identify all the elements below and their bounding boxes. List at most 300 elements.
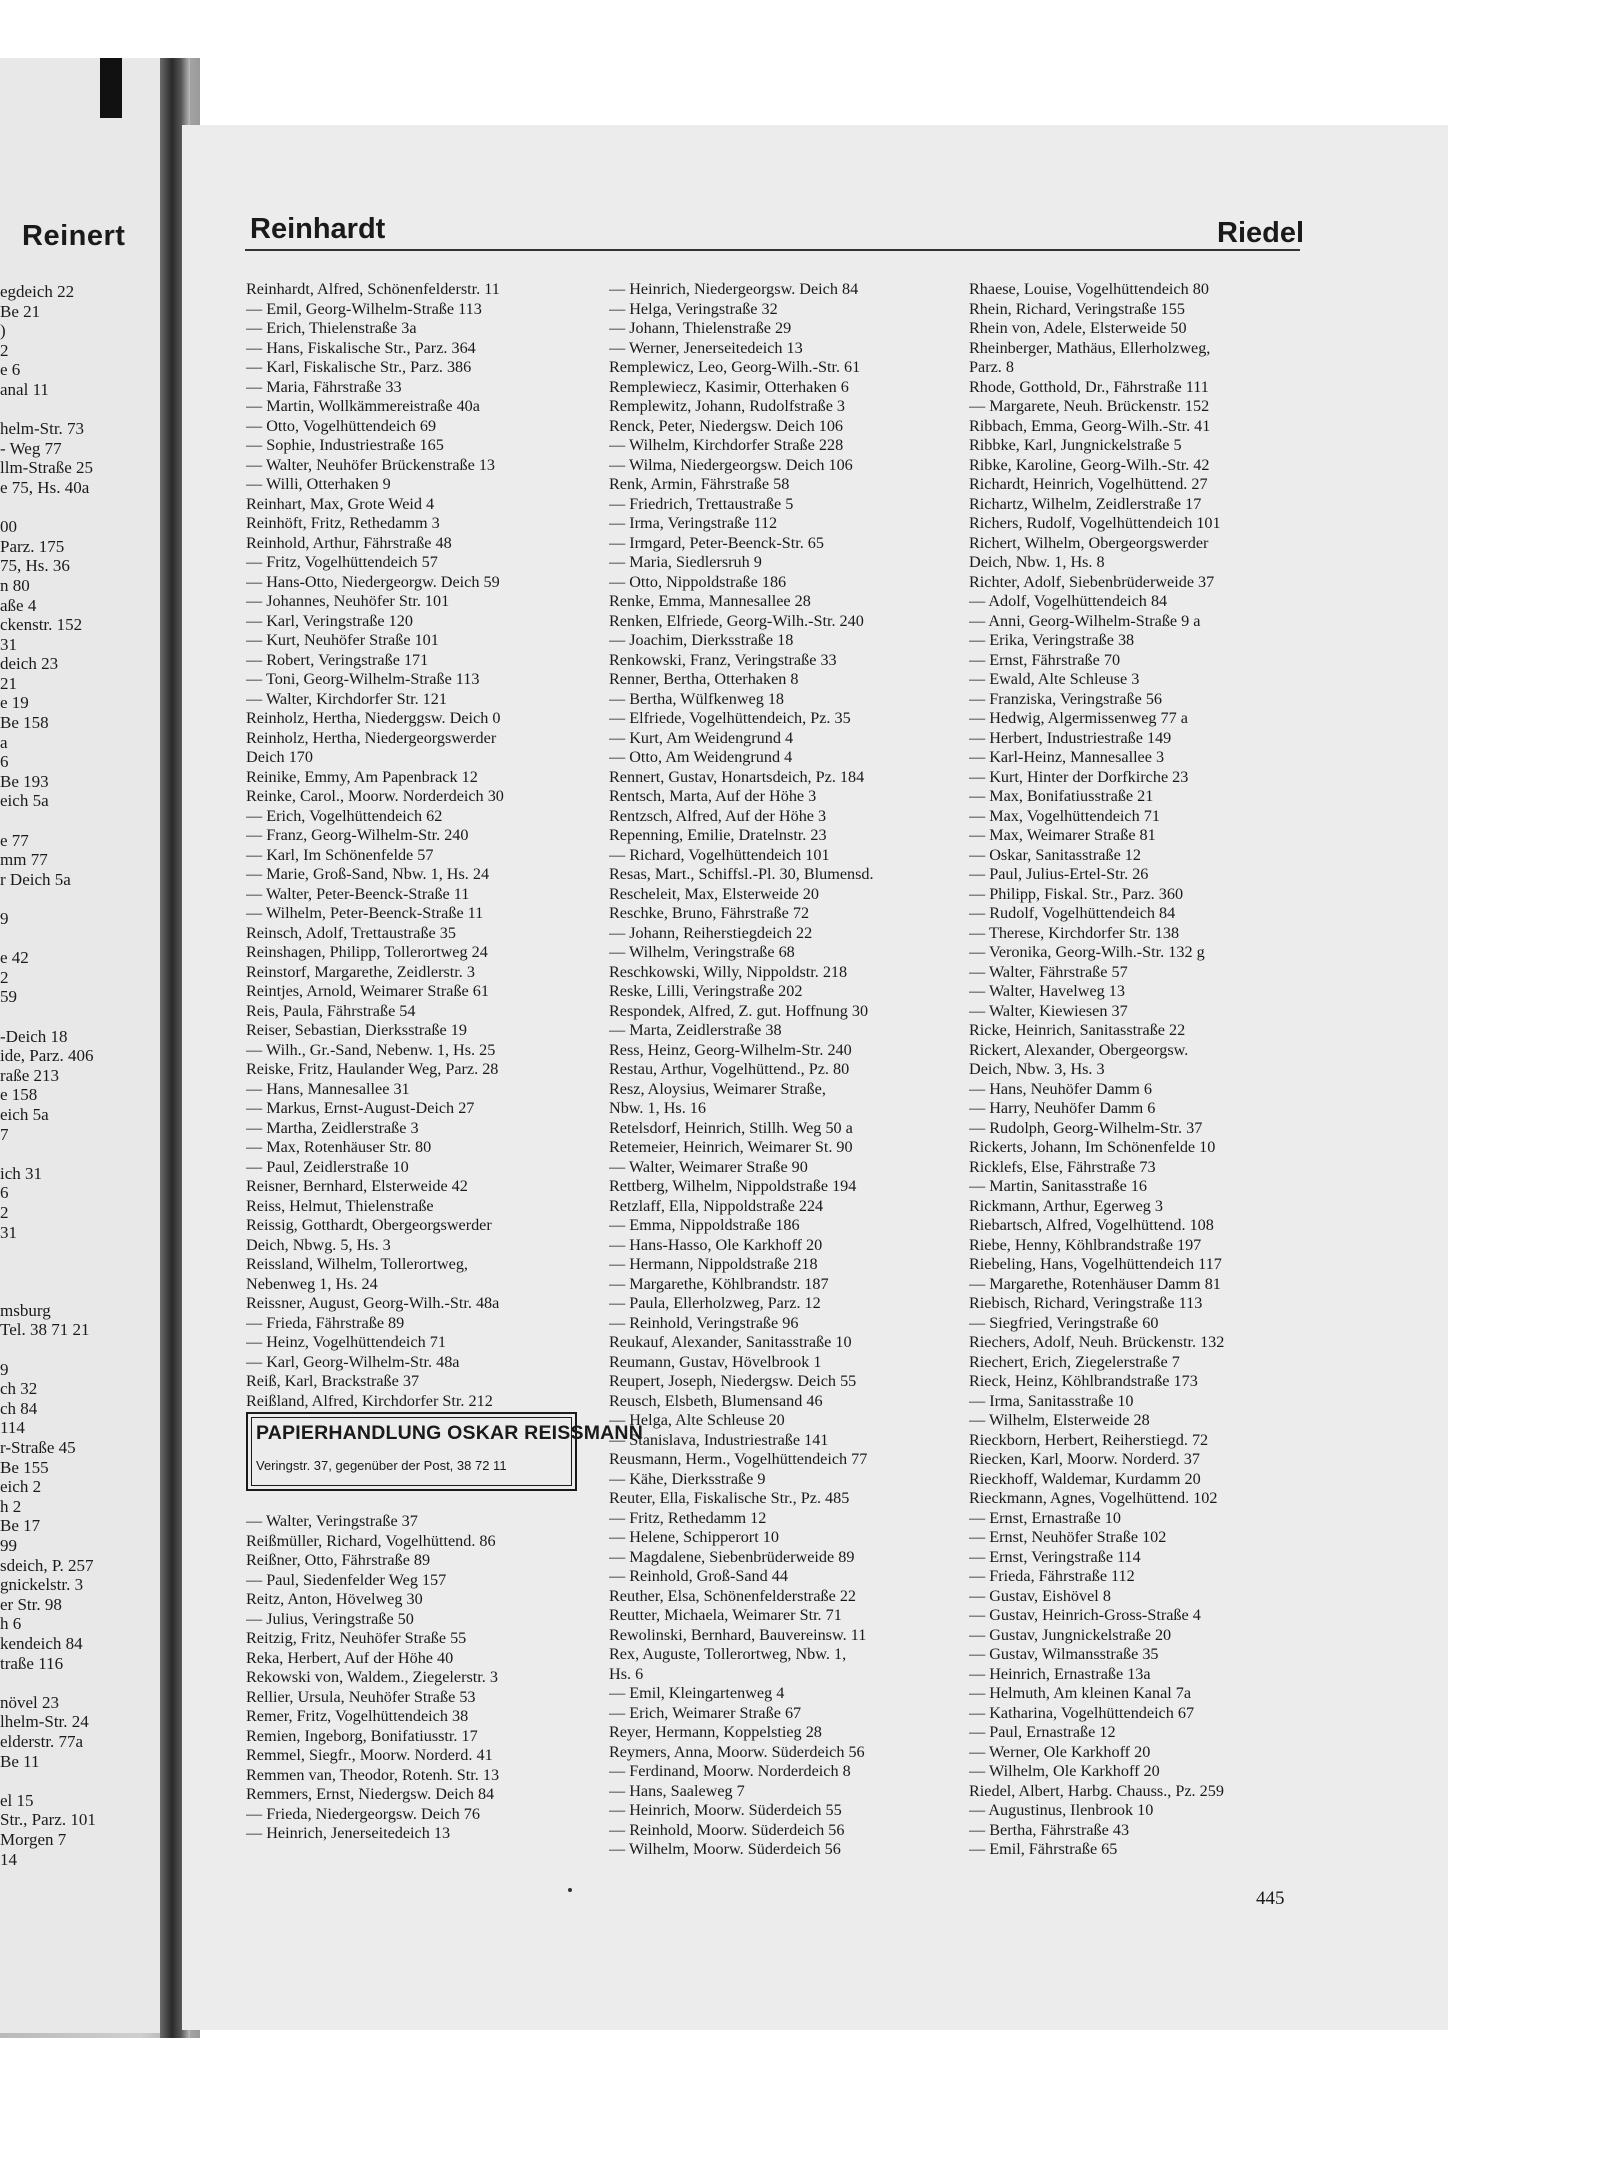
directory-entry: Reinholz, Hertha, Niedergeorgswerder — [246, 728, 497, 747]
directory-entry: — Karl-Heinz, Mannesallee 3 — [969, 748, 1165, 766]
directory-entry: — Adolf, Vogelhüttendeich 84 — [969, 592, 1168, 610]
directory-entry: — Erika, Veringstraße 38 — [969, 631, 1135, 649]
directory-entry: — Reinhold, Moorw. Süderdeich 56 — [609, 1820, 845, 1839]
left-page-line: -Deich 18 — [0, 1026, 68, 1046]
directory-entry: — Rudolph, Georg-Wilhelm-Str. 37 — [969, 1118, 1203, 1137]
directory-entry: Rekowski von, Waldem., Ziegelerstr. 3 — [246, 1668, 498, 1686]
directory-entry: Richartz, Wilhelm, Zeidlerstraße 17 — [969, 494, 1202, 513]
directory-entry: Reinstorf, Margarethe, Zeidlerstr. 3 — [246, 962, 475, 981]
directory-entry: Ribbke, Karl, Jungnickelstraße 5 — [969, 436, 1182, 454]
left-page-line: helm-Str. 73 — [0, 419, 85, 439]
left-page-line — [0, 1771, 96, 1791]
left-page-line: eich 5a — [0, 1104, 49, 1124]
directory-entry: — Karl, Fiskalische Str., Parz. 386 — [246, 358, 472, 376]
directory-entry: Retemeier, Heinrich, Weimarer St. 90 — [609, 1138, 853, 1156]
directory-entry: — Erich, Thielenstraße 3a — [246, 319, 417, 337]
directory-entry: — Franz, Georg-Wilhelm-Str. 240 — [246, 826, 469, 844]
directory-entry: — Wilhelm, Veringstraße 68 — [609, 943, 795, 961]
directory-entry: Reisner, Bernhard, Elsterweide 42 — [246, 1177, 468, 1195]
directory-entry: — Richard, Vogelhüttendeich 101 — [609, 845, 830, 864]
directory-entry: Rettberg, Wilhelm, Nippoldstraße 194 — [609, 1177, 857, 1195]
left-page-line: 2 — [0, 967, 9, 987]
advertisement-box — [246, 1412, 643, 1491]
left-page-line — [0, 1673, 96, 1693]
directory-entry: Ribke, Karoline, Georg-Wilh.-Str. 42 — [969, 455, 1210, 474]
directory-entry: Reupert, Joseph, Niedergsw. Deich 55 — [609, 1372, 857, 1390]
directory-entry: Richers, Rudolf, Vogelhüttendeich 101 — [969, 514, 1221, 532]
directory-entry: Reinke, Carol., Moorw. Norderdeich 30 — [246, 787, 504, 805]
left-page-line — [0, 498, 96, 518]
directory-entry: Remplewiecz, Kasimir, Otterhaken 6 — [609, 377, 849, 396]
directory-entry: — Gustav, Eishövel 8 — [969, 1586, 1111, 1605]
directory-entry: Riebeling, Hans, Vogelhüttendeich 117 — [969, 1255, 1222, 1273]
left-page-line: ) — [0, 321, 6, 341]
directory-entry: Renk, Armin, Fährstraße 58 — [609, 475, 790, 493]
directory-entry: — Fritz, Rethedamm 12 — [609, 1508, 767, 1527]
directory-entry: — Margarete, Neuh. Brückenstr. 152 — [969, 397, 1210, 415]
directory-entry: — Therese, Kirchdorfer Str. 138 — [969, 923, 1180, 942]
directory-entry: Deich, Nbw. 3, Hs. 3 — [969, 1060, 1105, 1078]
directory-entry: Reske, Lilli, Veringstraße 202 — [609, 982, 803, 1000]
directory-entry: — Walter, Peter-Beenck-Straße 11 — [246, 884, 470, 903]
left-page-line: eich 2 — [0, 1477, 42, 1497]
directory-entry: Reiss, Helmut, Thielenstraße — [246, 1196, 434, 1215]
directory-entry: — Ernst, Ernastraße 10 — [969, 1508, 1121, 1527]
directory-entry: Rhaese, Louise, Vogelhüttendeich 80 — [969, 280, 1209, 298]
directory-entry: — Heinrich, Jenerseitedeich 13 — [246, 1824, 451, 1842]
left-page-line: Morgen 7 — [0, 1829, 67, 1849]
left-page-line: e 6 — [0, 360, 21, 380]
directory-entry: — Maria, Fährstraße 33 — [246, 377, 402, 396]
directory-entry: — Otto, Nippoldstraße 186 — [609, 572, 787, 591]
left-page-line: ckenstr. 152 — [0, 615, 83, 635]
directory-entry: — Harry, Neuhöfer Damm 6 — [969, 1099, 1156, 1117]
left-page-line: Str., Parz. 101 — [0, 1810, 96, 1830]
left-page-line — [0, 1144, 96, 1164]
directory-entry: — Walter, Kirchdorfer Str. 121 — [246, 689, 447, 708]
directory-entry: Retzlaff, Ella, Nippoldstraße 224 — [609, 1196, 824, 1215]
directory-entry: — Karl, Georg-Wilhelm-Str. 48a — [246, 1352, 460, 1371]
directory-entry: — Martha, Zeidlerstraße 3 — [246, 1118, 419, 1137]
directory-entry: — Paul, Ernastraße 12 — [969, 1723, 1116, 1741]
directory-entry: Riebartsch, Alfred, Vogelhüttend. 108 — [969, 1216, 1214, 1234]
directory-entry: Remien, Ingeborg, Bonifatiusstr. 17 — [246, 1726, 478, 1745]
directory-entry: — Walter, Havelweg 13 — [969, 982, 1125, 1000]
directory-entry: — Robert, Veringstraße 171 — [246, 650, 429, 669]
directory-entry: Reissig, Gotthardt, Obergeorgswerder — [246, 1216, 492, 1234]
directory-entry: Remmel, Siegfr., Moorw. Norderd. 41 — [246, 1746, 493, 1764]
directory-entry: Renner, Bertha, Otterhaken 8 — [609, 670, 799, 688]
left-page-line: 2 — [0, 340, 9, 360]
directory-entry: Rickert, Alexander, Obergeorgsw. — [969, 1040, 1189, 1059]
left-page-line: gnickelstr. 3 — [0, 1575, 84, 1595]
directory-entry: Reutter, Michaela, Weimarer Str. 71 — [609, 1606, 842, 1624]
left-page-line — [0, 400, 96, 420]
left-page-line: 9 — [0, 909, 9, 928]
directory-entry: — Paul, Julius-Ertel-Str. 26 — [969, 865, 1149, 883]
print-speck — [568, 1888, 572, 1892]
left-page-line: 7 — [0, 1124, 9, 1144]
directory-entry: — Markus, Ernst-August-Deich 27 — [246, 1099, 475, 1117]
directory-entry: Nbw. 1, Hs. 16 — [609, 1099, 706, 1117]
directory-entry: — Heinrich, Moorw. Süderdeich 55 — [609, 1801, 842, 1819]
left-page-line: Be 21 — [0, 301, 41, 321]
left-page-line: raße 213 — [0, 1065, 60, 1085]
directory-entry: — Joachim, Dierksstraße 18 — [609, 631, 794, 649]
directory-entry: Nebenweg 1, Hs. 24 — [246, 1274, 378, 1293]
directory-entry: Reinhold, Arthur, Fährstraße 48 — [246, 533, 452, 552]
directory-entry: Reißland, Alfred, Kirchdorfer Str. 212 — [246, 1391, 493, 1410]
directory-entry: Rentsch, Marta, Auf der Höhe 3 — [609, 787, 817, 805]
directory-entry: — Reinhold, Groß-Sand 44 — [609, 1567, 788, 1585]
directory-entry: Reyer, Hermann, Koppelstieg 28 — [609, 1723, 822, 1741]
directory-entry: — Johannes, Neuhöfer Str. 101 — [246, 592, 450, 610]
left-page-line: növel 23 — [0, 1692, 60, 1712]
directory-entry: — Gustav, Jungnickelstraße 20 — [969, 1625, 1172, 1644]
directory-entry: Rewolinski, Bernhard, Bauvereinsw. 11 — [609, 1625, 867, 1644]
directory-entry: — Frieda, Fährstraße 112 — [969, 1567, 1135, 1585]
directory-entry: — Sophie, Industriestraße 165 — [246, 436, 444, 454]
directory-entry: Rhein, Richard, Veringstraße 155 — [969, 299, 1185, 318]
directory-entry: — Wilhelm, Moorw. Süderdeich 56 — [609, 1840, 841, 1858]
directory-entry: — Erich, Vogelhüttendeich 62 — [246, 806, 443, 825]
directory-entry: Renkowski, Franz, Veringstraße 33 — [609, 650, 837, 669]
directory-column-3 — [969, 280, 1304, 1860]
directory-entry: Deich 170 — [246, 748, 313, 766]
directory-entry: — Irma, Veringstraße 112 — [609, 514, 778, 532]
directory-entry: — Anni, Georg-Wilhelm-Straße 9 a — [969, 611, 1201, 630]
directory-entry: — Heinrich, Niedergeorgsw. Deich 84 — [609, 280, 859, 298]
directory-entry: — Paul, Siedenfelder Weg 157 — [246, 1570, 447, 1589]
left-page-line: 114 — [0, 1418, 25, 1438]
directory-entry: Riechers, Adolf, Neuh. Brückenstr. 132 — [969, 1333, 1225, 1351]
directory-entry: — Max, Vogelhüttendeich 71 — [969, 806, 1160, 825]
left-page-line: Be 17 — [0, 1516, 41, 1536]
left-page-line: kendeich 84 — [0, 1633, 83, 1653]
directory-entry: — Hedwig, Algermissenweg 77 a — [969, 709, 1188, 727]
directory-entry: Reinike, Emmy, Am Papenbrack 12 — [246, 767, 478, 786]
directory-entry: — Hans, Saaleweg 7 — [609, 1781, 745, 1800]
left-page-line: elderstr. 77a — [0, 1731, 84, 1751]
left-page-line: Parz. 175 — [0, 536, 65, 556]
directory-entry: Reka, Herbert, Auf der Höhe 40 — [246, 1648, 454, 1667]
directory-entry: — Heinrich, Ernastraße 13a — [969, 1664, 1151, 1683]
left-page-line: mm 77 — [0, 850, 48, 870]
left-page-line: Be 158 — [0, 713, 49, 733]
directory-entry: — Wilhelm, Kirchdorfer Straße 228 — [609, 436, 844, 454]
directory-entry: — Toni, Georg-Wilhelm-Straße 113 — [246, 670, 480, 688]
directory-entry: — Helga, Veringstraße 32 — [609, 299, 778, 318]
directory-entry: Reymers, Anna, Moorw. Süderdeich 56 — [609, 1742, 865, 1761]
directory-entry: — Ferdinand, Moorw. Norderdeich 8 — [609, 1762, 851, 1780]
directory-entry: Ribbach, Emma, Georg-Wilh.-Str. 41 — [969, 416, 1211, 435]
directory-entry: — Max, Bonifatiusstraße 21 — [969, 787, 1154, 805]
directory-entry: — Stanislava, Industriestraße 141 — [609, 1430, 829, 1449]
directory-entry: Remplewicz, Leo, Georg-Wilh.-Str. 61 — [609, 358, 861, 376]
directory-entry: — Werner, Ole Karkhoff 20 — [969, 1742, 1151, 1761]
directory-entry: — Helga, Alte Schleuse 20 — [609, 1411, 785, 1429]
directory-entry: Rhode, Gotthold, Dr., Fährstraße 111 — [969, 377, 1209, 396]
directory-entry: Reiß, Karl, Brackstraße 37 — [246, 1372, 420, 1390]
directory-entry: Rieckmann, Agnes, Vogelhüttend. 102 — [969, 1489, 1218, 1507]
left-page-line: Tel. 38 71 21 — [0, 1320, 90, 1340]
left-page-line: 2 — [0, 1202, 9, 1222]
directory-entry: Hs. 6 — [609, 1664, 644, 1683]
directory-entry: Rieck, Heinz, Köhlbrandstraße 173 — [969, 1372, 1198, 1390]
directory-entry: Remmen van, Theodor, Rotenh. Str. 13 — [246, 1765, 500, 1784]
directory-entry: — Hans, Fiskalische Str., Parz. 364 — [246, 338, 476, 357]
directory-entry: Rickmann, Arthur, Egerweg 3 — [969, 1196, 1164, 1215]
left-page-line: egdeich 22 — [0, 282, 75, 301]
directory-entry: Reschkowski, Willy, Nippoldstr. 218 — [609, 962, 848, 981]
directory-entry: Parz. 8 — [969, 358, 1014, 376]
directory-entry: — Walter, Fährstraße 57 — [969, 962, 1128, 981]
directory-entry: — Emma, Nippoldstraße 186 — [609, 1216, 800, 1234]
directory-entry: — Hans-Otto, Niedergeorgw. Deich 59 — [246, 572, 500, 591]
directory-entry: Rickerts, Johann, Im Schönenfelde 10 — [969, 1138, 1216, 1156]
left-page-line: n 80 — [0, 575, 30, 595]
directory-entry: — Fritz, Vogelhüttendeich 57 — [246, 553, 438, 571]
left-page-line: deich 23 — [0, 654, 59, 674]
directory-entry: — Paul, Zeidlerstraße 10 — [246, 1157, 409, 1176]
directory-entry: Reukauf, Alexander, Sanitasstraße 10 — [609, 1333, 852, 1351]
directory-entry: — Margarethe, Köhlbrandstr. 187 — [609, 1274, 829, 1293]
directory-entry: — Wilhelm, Peter-Beenck-Straße 11 — [246, 904, 484, 922]
directory-entry: Riechert, Erich, Ziegelerstraße 7 — [969, 1352, 1180, 1371]
directory-entry: Rhein von, Adele, Elsterweide 50 — [969, 319, 1187, 337]
directory-entry: — Augustinus, Ilenbrook 10 — [969, 1801, 1154, 1819]
directory-entry: Rellier, Ursula, Neuhöfer Straße 53 — [246, 1687, 476, 1706]
directory-entry: — Reinhold, Veringstraße 96 — [609, 1313, 799, 1332]
directory-entry: — Kurt, Am Weidengrund 4 — [609, 728, 794, 747]
left-page-line: el 15 — [0, 1790, 34, 1810]
directory-entry: Ricklefs, Else, Fährstraße 73 — [969, 1157, 1156, 1176]
left-page-line: e 77 — [0, 830, 29, 850]
directory-entry: Reumann, Gustav, Hövelbrook 1 — [609, 1352, 822, 1371]
directory-entry: — Wilma, Niedergeorgsw. Deich 106 — [609, 455, 853, 474]
directory-entry: — Max, Weimarer Straße 81 — [969, 826, 1156, 844]
directory-entry: — Katharina, Vogelhüttendeich 67 — [969, 1703, 1195, 1722]
left-page-line: 21 — [0, 673, 17, 693]
directory-entry: Rennert, Gustav, Honartsdeich, Pz. 184 — [609, 767, 865, 786]
directory-entry: — Walter, Neuhöfer Brückenstraße 13 — [246, 455, 496, 474]
left-page-line: ch 84 — [0, 1398, 38, 1418]
directory-entry: Reis, Paula, Fährstraße 54 — [246, 1001, 416, 1020]
directory-entry: — Magdalene, Siebenbrüderweide 89 — [609, 1547, 855, 1566]
running-header-left: Reinhardt — [250, 213, 386, 245]
directory-entry: Deich, Nbw. 1, Hs. 8 — [969, 553, 1105, 571]
directory-entry: Reinhardt, Alfred, Schönenfelderstr. 11 — [246, 280, 500, 298]
directory-entry: — Karl, Im Schönenfelde 57 — [246, 845, 434, 864]
directory-entry: Reschke, Bruno, Fährstraße 72 — [609, 904, 810, 922]
directory-entry: Richter, Adolf, Siebenbrüderweide 37 — [969, 572, 1215, 591]
directory-entry: — Heinz, Vogelhüttendeich 71 — [246, 1333, 446, 1351]
directory-entry: — Bertha, Fährstraße 43 — [969, 1820, 1130, 1839]
left-page-line: 6 — [0, 1183, 9, 1203]
left-page-line: r-Straße 45 — [0, 1438, 76, 1458]
left-page-line: anal 11 — [0, 379, 49, 399]
directory-entry: Reiske, Fritz, Haulander Weg, Parz. 28 — [246, 1060, 499, 1078]
directory-entry: — Kähe, Dierksstraße 9 — [609, 1469, 766, 1488]
left-page-fragment-list — [0, 282, 96, 1869]
left-page-line: aße 4 — [0, 595, 37, 615]
left-page-line: 75, Hs. 36 — [0, 556, 70, 576]
directory-entry: — Margarethe, Rotenhäuser Damm 81 — [969, 1274, 1221, 1293]
left-page-line: ide, Parz. 406 — [0, 1046, 94, 1066]
left-page-line: msburg — [0, 1300, 51, 1320]
directory-entry: — Martin, Wollkämmereistraße 40a — [246, 397, 480, 415]
directory-column-2 — [609, 280, 945, 1860]
left-page-line: r Deich 5a — [0, 869, 71, 889]
left-page-line — [0, 889, 96, 909]
gutter-binding — [100, 58, 122, 118]
directory-entry: — Paula, Ellerholzweg, Parz. 12 — [609, 1294, 821, 1312]
left-page-header: Reinert — [22, 220, 126, 252]
directory-entry: — Marta, Zeidlerstraße 38 — [609, 1021, 782, 1039]
directory-entry: Rieckhoff, Waldemar, Kurdamm 20 — [969, 1469, 1201, 1488]
directory-entry: — Rudolf, Vogelhüttendeich 84 — [969, 904, 1176, 922]
directory-entry: — Maria, Siedlersruh 9 — [609, 553, 762, 571]
directory-entry: — Johann, Reiherstiegdeich 22 — [609, 923, 813, 942]
directory-entry: — Wilhelm, Ole Karkhoff 20 — [969, 1762, 1160, 1780]
directory-column-1 — [246, 280, 582, 1411]
directory-entry: — Karl, Veringstraße 120 — [246, 611, 413, 630]
directory-entry: — Werner, Jenerseitedeich 13 — [609, 338, 803, 357]
directory-entry: Reinhöft, Fritz, Rethedamm 3 — [246, 514, 440, 532]
directory-entry: — Kurt, Neuhöfer Straße 101 — [246, 631, 439, 649]
directory-entry: Rentzsch, Alfred, Auf der Höhe 3 — [609, 806, 827, 825]
left-page-line: e 42 — [0, 948, 29, 968]
directory-entry: — Irma, Sanitasstraße 10 — [969, 1391, 1134, 1410]
directory-entry: — Philipp, Fiskal. Str., Parz. 360 — [969, 884, 1184, 903]
directory-entry: Renck, Peter, Niedergsw. Deich 106 — [609, 416, 844, 435]
left-page-line: e 75, Hs. 40a — [0, 477, 90, 497]
directory-entry: — Walter, Veringstraße 37 — [246, 1512, 418, 1530]
directory-entry: — Friedrich, Trettaustraße 5 — [609, 494, 794, 513]
left-page-line: h 2 — [0, 1496, 22, 1516]
left-page-line — [0, 1340, 96, 1360]
directory-entry: Remmers, Ernst, Niedergsw. Deich 84 — [246, 1785, 495, 1803]
directory-column-1-continued — [246, 1512, 582, 1844]
left-page-line: 9 — [0, 1359, 9, 1379]
directory-entry: — Max, Rotenhäuser Str. 80 — [246, 1138, 432, 1156]
directory-entry: — Emil, Kleingartenweg 4 — [609, 1684, 785, 1702]
left-page-line: ich 31 — [0, 1163, 43, 1183]
directory-entry: — Hans-Hasso, Ole Karkhoff 20 — [609, 1235, 823, 1254]
directory-entry: Reuter, Ella, Fiskalische Str., Pz. 485 — [609, 1489, 850, 1507]
directory-entry: Renke, Emma, Mannesallee 28 — [609, 592, 811, 610]
directory-entry: Reinshagen, Philipp, Tollerortweg 24 — [246, 943, 488, 961]
directory-entry: Richardt, Heinrich, Vogelhüttend. 27 — [969, 475, 1208, 493]
left-page-line: 59 — [0, 987, 17, 1007]
directory-entry: Reusch, Elsbeth, Blumensand 46 — [609, 1391, 823, 1410]
left-page-line: Be 193 — [0, 771, 49, 791]
left-page-line: llm-Straße 25 — [0, 458, 94, 478]
directory-entry: Resas, Mart., Schiffsl.-Pl. 30, Blumensd. — [609, 865, 874, 883]
left-page-line: 00 — [0, 517, 17, 537]
header-rule — [245, 249, 1300, 251]
directory-entry: Rheinberger, Mathäus, Ellerholzweg, — [969, 338, 1211, 357]
directory-entry: — Herbert, Industriestraße 149 — [969, 728, 1172, 747]
directory-entry: — Emil, Fährstraße 65 — [969, 1840, 1118, 1858]
directory-entry: — Frieda, Fährstraße 89 — [246, 1313, 405, 1332]
directory-entry: Ress, Heinz, Georg-Wilhelm-Str. 240 — [609, 1040, 852, 1059]
left-page-line: eich 5a — [0, 791, 49, 811]
advertisement-title: PAPIERHANDLUNG OSKAR REISSMANN — [256, 1422, 643, 1444]
directory-entry: — Siegfried, Veringstraße 60 — [969, 1313, 1159, 1332]
directory-entry: Riedel, Albert, Harbg. Chauss., Pz. 259 — [969, 1781, 1224, 1800]
directory-entry: Rescheleit, Max, Elsterweide 20 — [609, 884, 819, 903]
directory-entry: Ricke, Heinrich, Sanitasstraße 22 — [969, 1021, 1186, 1039]
directory-entry: — Hans, Neuhöfer Damm 6 — [969, 1079, 1152, 1098]
left-page-line: 6 — [0, 752, 9, 772]
left-page-line: lhelm-Str. 24 — [0, 1712, 89, 1732]
directory-entry: — Ernst, Neuhöfer Straße 102 — [969, 1528, 1167, 1546]
running-header-right: Riedel — [1217, 217, 1305, 249]
directory-entry: — Gustav, Heinrich-Gross-Straße 4 — [969, 1606, 1201, 1624]
directory-entry: — Ewald, Alte Schleuse 3 — [969, 670, 1140, 688]
directory-entry: Reusmann, Herm., Vogelhüttendeich 77 — [609, 1450, 868, 1468]
directory-entry: — Oskar, Sanitasstraße 12 — [969, 845, 1141, 864]
directory-entry: — Kurt, Hinter der Dorfkirche 23 — [969, 767, 1189, 786]
left-page-line: ch 32 — [0, 1379, 38, 1399]
directory-entry: Reintjes, Arnold, Weimarer Straße 61 — [246, 982, 489, 1000]
directory-entry: Reinholz, Hertha, Niederggsw. Deich 0 — [246, 709, 501, 727]
directory-entry: — Gustav, Wilmansstraße 35 — [969, 1645, 1159, 1663]
directory-entry: — Veronika, Georg-Wilh.-Str. 132 g — [969, 943, 1205, 961]
left-page-line — [0, 929, 96, 949]
directory-entry: Reissland, Wilhelm, Tollerortweg, — [246, 1255, 468, 1273]
directory-entry: Repenning, Emilie, Dratelnstr. 23 — [609, 826, 827, 844]
directory-entry: — Franziska, Veringstraße 56 — [969, 689, 1163, 708]
left-page-line: Be 155 — [0, 1457, 49, 1477]
directory-entry: — Johann, Thielenstraße 29 — [609, 319, 792, 337]
directory-entry: — Bertha, Wülfkenweg 18 — [609, 689, 785, 708]
directory-entry: — Otto, Vogelhüttendeich 69 — [246, 416, 437, 435]
directory-entry: Reitzig, Fritz, Neuhöfer Straße 55 — [246, 1629, 467, 1647]
directory-entry: — Ernst, Fährstraße 70 — [969, 650, 1121, 669]
directory-entry: — Irmgard, Peter-Beenck-Str. 65 — [609, 533, 824, 552]
directory-entry: — Hans, Mannesallee 31 — [246, 1079, 410, 1098]
directory-entry: Riecken, Karl, Moorw. Norderd. 37 — [969, 1450, 1200, 1468]
left-page-line: sdeich, P. 257 — [0, 1555, 94, 1575]
directory-entry: Remplewitz, Johann, Rudolfstraße 3 — [609, 397, 846, 415]
left-page-line — [0, 1281, 96, 1301]
directory-entry: Resz, Aloysius, Weimarer Straße, — [609, 1079, 826, 1098]
directory-entry: Retelsdorf, Heinrich, Stillh. Weg 50 a — [609, 1118, 853, 1137]
left-page-line: 14 — [0, 1849, 17, 1869]
directory-entry: Reiser, Sebastian, Dierksstraße 19 — [246, 1021, 467, 1039]
directory-entry: Remer, Fritz, Vogelhüttendeich 38 — [246, 1707, 469, 1725]
directory-entry: — Walter, Weimarer Straße 90 — [609, 1157, 808, 1176]
directory-entry: Reißmüller, Richard, Vogelhüttend. 86 — [246, 1531, 496, 1550]
directory-entry: — Frieda, Niedergeorgsw. Deich 76 — [246, 1804, 480, 1823]
left-page-line: - Weg 77 — [0, 438, 62, 458]
advertisement-subtitle: Veringstr. 37, gegenüber der Post, 38 72 11 — [256, 1458, 507, 1473]
left-page-line: traße 116 — [0, 1653, 64, 1673]
directory-entry: Renken, Elfriede, Georg-Wilh.-Str. 240 — [609, 611, 864, 630]
directory-entry: Restau, Arthur, Vogelhüttend., Pz. 80 — [609, 1060, 850, 1078]
directory-entry: — Julius, Veringstraße 50 — [246, 1609, 414, 1628]
left-page-line: 31 — [0, 1222, 17, 1242]
directory-entry: Reinsch, Adolf, Trettaustraße 35 — [246, 923, 456, 942]
left-page-line: Be 11 — [0, 1751, 40, 1771]
directory-entry: — Wilhelm, Elsterweide 28 — [969, 1411, 1150, 1429]
directory-entry: Deich, Nbwg. 5, Hs. 3 — [246, 1235, 391, 1254]
directory-entry: Reuther, Elsa, Schönenfelderstraße 22 — [609, 1586, 857, 1605]
directory-entry: — Elfriede, Vogelhüttendeich, Pz. 35 — [609, 709, 851, 727]
left-page-line: 31 — [0, 634, 17, 654]
